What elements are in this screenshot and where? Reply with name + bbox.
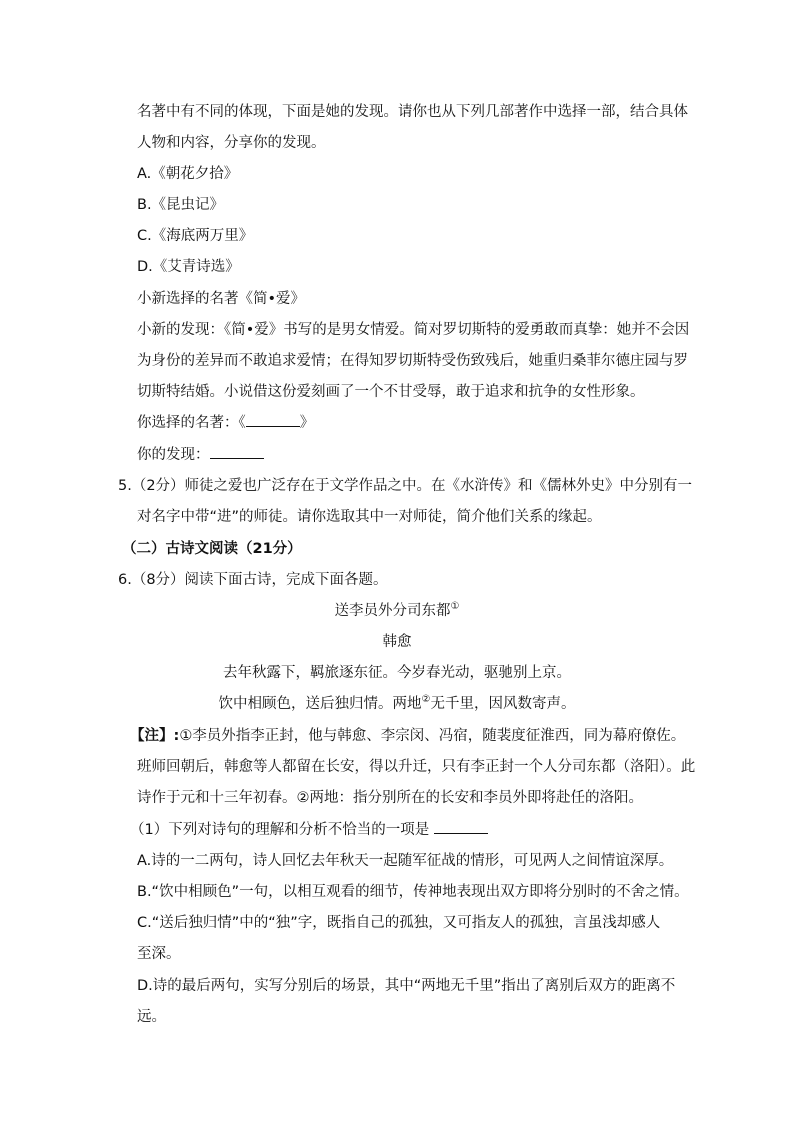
poem-title-note-mark: ① — [450, 601, 460, 613]
choice-a: A.诗的一二两句，诗人回忆去年秋天一起随军征战的情形，可见两人之间情谊深厚。 — [137, 853, 674, 869]
your-finding-line — [137, 445, 264, 465]
your-choice-blank[interactable] — [246, 414, 300, 427]
option-b: B.《昆虫记》 — [137, 197, 225, 213]
note-line-1 — [130, 726, 685, 746]
q6-intro: 6.（8分）阅读下面古诗，完成下面各题。 — [118, 572, 388, 588]
note-label: 【注】: — [130, 728, 180, 744]
q5-line-2: 对名字中带“进”的师徒。请你选取其中一对师徒，简介他们关系的缘起。 — [137, 509, 602, 525]
choice-d-line-2: 远。 — [137, 1009, 166, 1025]
your-finding-label: 你的发现： — [137, 447, 210, 463]
xiaoxin-finding-line-1: 小新的发现：《简•爱》书写的是男女情爱。简对罗切斯特的爱勇敢而真挚：她并不会因 — [137, 322, 690, 338]
option-a: A.《朝花夕拾》 — [137, 166, 239, 182]
note-line-3: 诗作于元和十三年初春。②两地：指分别所在的长安和李员外即将赴任的洛阳。 — [137, 790, 643, 806]
poem-verse-2-note-mark: ② — [421, 694, 431, 706]
xiaoxin-finding-line-2: 为身份的差异而不敢追求爱情；在得知罗切斯特受伤致残后，她重归桑菲尔德庄园与罗 — [137, 353, 688, 369]
sub-question-1-blank[interactable] — [434, 821, 488, 834]
q5-line-1: 5.（2分）师徒之爱也广泛存在于文学作品之中。在《水浒传》和《儒林外史》中分别有一 — [118, 478, 693, 494]
poem-verse-2-part-a: 饮中相顾色，送后独归情。两地 — [218, 696, 422, 712]
note-line-2: 班师回朝后，韩愈等人都留在长安，得以升迁，只有李正封一个人分司东都（洛阳）。此 — [137, 759, 696, 775]
poem-verse-1: 去年秋露下，羁旅逐东征。今岁春光动，驱驰别上京。 — [223, 665, 571, 681]
poem-title-line — [0, 601, 794, 621]
poem-verse-2-part-b: 无千里，因风数寄声。 — [430, 696, 576, 712]
choice-d-line-1: D.诗的最后两句，实写分别后的场景，其中“两地无千里”指出了离别后双方的距离不 — [137, 978, 676, 994]
poem-author: 韩愈 — [382, 634, 412, 650]
sub-question-1 — [130, 820, 488, 840]
choice-c-line-1: C.“送后独归情”中的“独”字，既指自己的孤独，又可指友人的孤独，言虽浅却感人 — [137, 915, 661, 931]
section-heading: （二）古诗文阅读（21分） — [122, 541, 302, 557]
xiaoxin-finding-line-3: 切斯特结婚。小说借这份爱刻画了一个不甘受辱，敢于追求和抗争的女性形象。 — [137, 384, 645, 400]
xiaoxin-choice: 小新选择的名著《简•爱》 — [137, 291, 306, 307]
your-finding-blank[interactable] — [210, 446, 264, 459]
choice-b: B.“饮中相顾色”一句，以相互观看的细节，传神地表现出双方即将分别时的不舍之情。 — [137, 884, 689, 900]
your-choice-suffix: 》 — [299, 415, 315, 431]
choice-c-line-2: 至深。 — [137, 946, 181, 962]
intro-line-2: 人物和内容，分享你的发现。 — [137, 135, 326, 151]
poem-title: 送李员外分司东都 — [334, 603, 451, 619]
option-c: C.《海底两万里》 — [137, 228, 254, 244]
note-text-1: ①李员外指李正封，他与韩愈、李宗闵、冯宿，随裴度征淮西，同为幕府僚佐。 — [179, 728, 686, 744]
your-choice-line — [137, 413, 314, 433]
option-d: D.《艾青诗选》 — [137, 259, 240, 275]
your-choice-prefix: 你选择的名著：《 — [137, 415, 246, 431]
poem-verse-2 — [0, 694, 794, 714]
sub-question-1-text: （1）下列对诗句的理解和分析不恰当的一项是 — [130, 822, 430, 838]
intro-line-1: 名著中有不同的体现，下面是她的发现。请你也从下列几部著作中选择一部，结合具体 — [137, 104, 688, 120]
